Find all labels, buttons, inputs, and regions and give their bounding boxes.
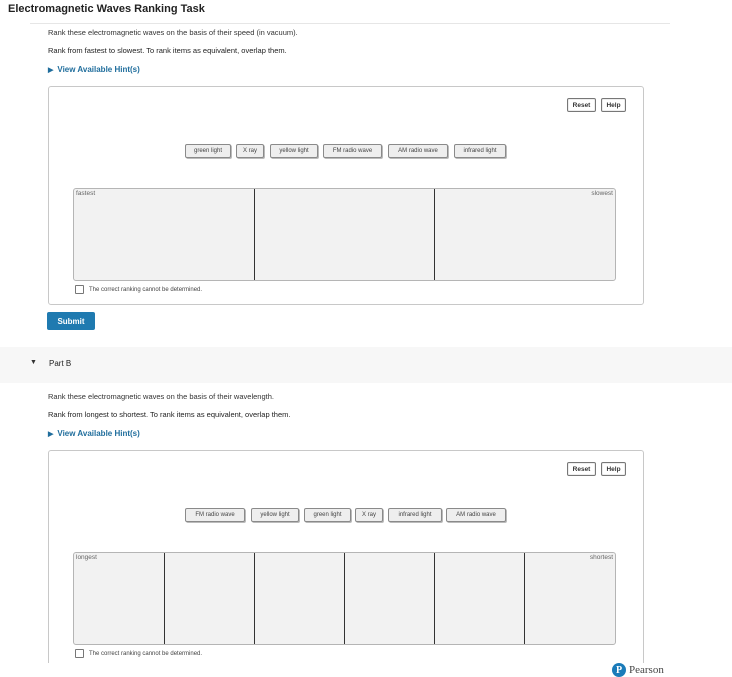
pearson-wordmark: Pearson — [629, 664, 664, 676]
pearson-logo-icon: P — [612, 663, 626, 677]
part-a-ranking-panel — [48, 86, 644, 305]
part-b-item-green-light[interactable]: green light — [304, 508, 351, 522]
caret-right-icon: ▶ — [48, 431, 54, 438]
part-a-item-yellow-light[interactable]: yellow light — [270, 144, 318, 158]
part-b-ranking-area[interactable] — [73, 552, 616, 645]
part-b-checkbox[interactable] — [75, 649, 84, 658]
part-a-item-green-light[interactable]: green light — [185, 144, 231, 158]
part-a-hint-link[interactable] — [48, 65, 140, 74]
part-b-label: Part B — [49, 359, 72, 368]
part-a-item-fm-radio-wave[interactable]: FM radio wave — [323, 144, 382, 158]
part-a-column-divider — [434, 189, 435, 280]
part-a-item-x-ray[interactable]: X ray — [236, 144, 264, 158]
part-a-instruction-1: Rank these electromagnetic waves on the basis of their speed (in vacuum). — [48, 28, 298, 37]
part-a-item-am-radio-wave[interactable]: AM radio wave — [388, 144, 448, 158]
part-b-column-divider — [524, 553, 525, 644]
part-b-checkbox-label: The correct ranking cannot be determined. — [89, 650, 203, 657]
part-b-help-button[interactable]: Help — [601, 462, 626, 476]
part-b-hint-link[interactable] — [48, 429, 140, 438]
part-a-instruction-2: Rank from fastest to slowest. To rank items as equivalent, overlap them. — [48, 46, 287, 55]
part-b-item-am-radio-wave[interactable]: AM radio wave — [446, 508, 506, 522]
part-b-ranking-panel — [48, 450, 644, 663]
part-b-hint-label: View Available Hint(s) — [57, 429, 140, 438]
submit-button[interactable]: Submit — [47, 312, 95, 330]
part-a-reset-button[interactable]: Reset — [567, 98, 596, 112]
part-b-reset-button[interactable]: Reset — [567, 462, 596, 476]
part-a-indeterminate-option[interactable] — [75, 285, 202, 294]
part-b-column-divider — [434, 553, 435, 644]
pearson-brand — [612, 663, 664, 677]
part-b-column-divider — [254, 553, 255, 644]
part-b-right-label: shortest — [589, 554, 613, 561]
part-b-instruction-2: Rank from longest to shortest. To rank items as equivalent, overlap them. — [48, 410, 291, 419]
caret-right-icon: ▶ — [48, 67, 54, 74]
part-a-ranking-area[interactable] — [73, 188, 616, 281]
part-b-header-bar[interactable] — [0, 347, 732, 383]
part-a-hint-label: View Available Hint(s) — [57, 65, 140, 74]
part-a-column-divider — [254, 189, 255, 280]
part-a-left-label: fastest — [76, 190, 96, 197]
part-a-checkbox[interactable] — [75, 285, 84, 294]
part-b-column-divider — [164, 553, 165, 644]
part-b-item-x-ray[interactable]: X ray — [355, 508, 383, 522]
part-a-help-button[interactable]: Help — [601, 98, 626, 112]
caret-down-icon[interactable]: ▼ — [30, 359, 37, 366]
part-b-item-fm-radio-wave[interactable]: FM radio wave — [185, 508, 245, 522]
part-b-item-infrared-light[interactable]: infrared light — [388, 508, 442, 522]
page-title: Electromagnetic Waves Ranking Task — [8, 3, 205, 15]
part-b-left-label: longest — [76, 554, 97, 561]
part-a-right-label: slowest — [591, 190, 613, 197]
part-b-item-yellow-light[interactable]: yellow light — [251, 508, 299, 522]
part-b-column-divider — [344, 553, 345, 644]
title-divider — [30, 23, 670, 24]
part-a-checkbox-label: The correct ranking cannot be determined. — [89, 286, 203, 293]
part-b-instruction-1: Rank these electromagnetic waves on the basis of their wavelength. — [48, 392, 274, 401]
part-b-indeterminate-option[interactable] — [75, 649, 202, 658]
part-a-item-infrared-light[interactable]: infrared light — [454, 144, 506, 158]
